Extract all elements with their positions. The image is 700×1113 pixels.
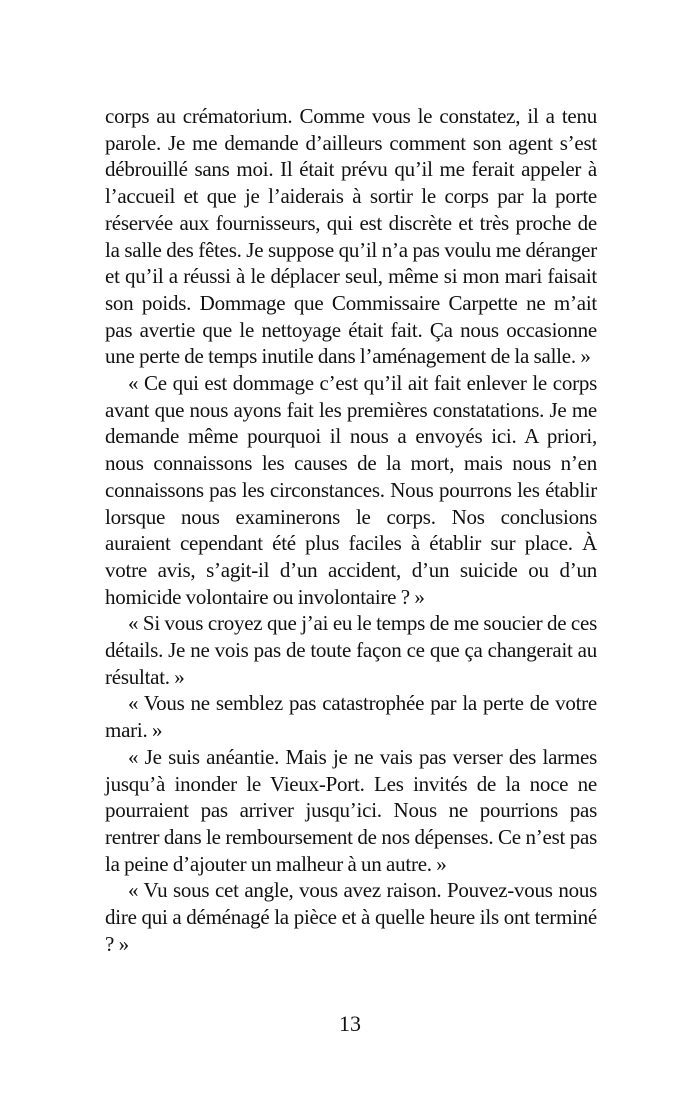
paragraph-dialogue: « Je suis anéantie. Mais je ne vais pas verser des larmes jusqu’à inonder le Vieux-Port. Les invités de la noce ne pourraient pas arriver jusqu’ici. Nous ne pourrions pas rentrer dans le remboursement de nos dépenses. Ce n’est pas la peine d’ajouter un malheur à un autre. »	[105, 744, 597, 876]
paragraph-dialogue: « Vous ne semblez pas catastrophée par la perte de votre mari. »	[105, 691, 597, 743]
paragraph-dialogue: « Si vous croyez que j’ai eu le temps de me soucier de ces détails. Je ne vois pas de toute façon ce que ça changerait au résultat. »	[105, 611, 597, 689]
page-number: 13	[339, 1011, 361, 1036]
paragraph-dialogue: « Vu sous cet angle, vous avez raison. Pouvez-vous nous dire qui a déménagé la pièce et à quelle heure ils ont terminé ? »	[105, 878, 597, 956]
paragraph-dialogue: « Ce qui est dommage c’est qu’il ait fait enlever le corps avant que nous ayons fait les premières constatations. Je me demande même pourquoi il nous a envoyés ici. A priori, nous connaissons les causes de la mort, mais nous n’en connaissons pas les circonstances. Nous pourrons les établir lorsque nous examinerons le corps. Nos conclusions auraient cependant été plus faciles à établir sur place. À votre avis, s’agit-il d’un accident, d’un suicide ou d’un homicide volontaire ou involontaire ? »	[105, 371, 597, 609]
body-text	[105, 103, 597, 958]
paragraph-continuation: corps au crématorium. Comme vous le constatez, il a tenu parole. Je me demande d’ailleurs comment son agent s’est débrouillé sans moi. Il était prévu qu’il me ferait appeler à l’accueil et que je l’aiderais à sortir le corps par la porte réservée aux fournisseurs, qui est discrète et très proche de la salle des fêtes. Je suppose qu’il n’a pas voulu me déranger et qu’il a réussi à le déplacer seul, même si mon mari faisait son poids. Dommage que Commissaire Carpette ne m’ait pas avertie que le nettoyage était fait. Ça nous occasionne une perte de temps inutile dans l’aménagement de la salle. »	[105, 104, 597, 369]
